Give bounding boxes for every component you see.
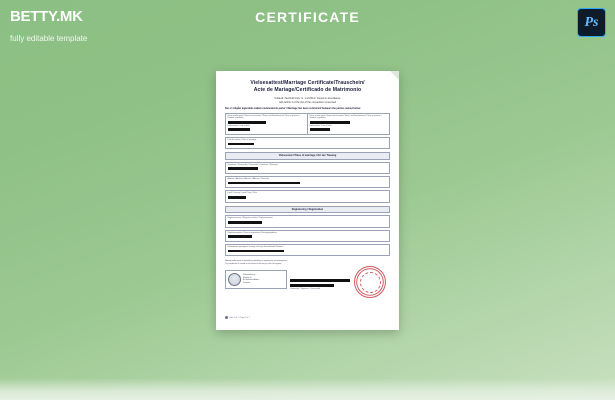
party-two-value-2	[310, 128, 388, 132]
marriage-section-header: Vielsessted / Place of marriage / Ort der Trauung	[225, 152, 390, 159]
registration-row-date-value	[228, 235, 388, 239]
party-one-value-2	[228, 128, 306, 132]
party-one-cell	[226, 114, 307, 134]
brand-tagline: fully editable template	[10, 34, 88, 43]
footer-note: Side 1 af 1 / Page 1 of 1	[229, 316, 250, 319]
stamp-line-2: Ministry of	[243, 276, 252, 279]
redaction-bar	[290, 284, 334, 287]
photoshop-icon: Ps	[577, 8, 606, 37]
certificate-subheading	[225, 97, 390, 104]
official-seal-icon	[354, 266, 386, 298]
redaction-bar	[228, 128, 250, 131]
marriage-address-box	[225, 176, 390, 188]
redaction-bar	[228, 196, 246, 199]
certificate-subheading-line2: with article 1 of the Act of the convention concerned	[278, 100, 337, 104]
crest-icon	[228, 273, 241, 286]
stamp-line-3: Ecclesiastical Affairs	[243, 279, 260, 282]
redaction-bar	[310, 128, 330, 131]
authority-stamp-box	[225, 270, 287, 289]
certificate-note-line1: Nærværende attest er udstedt på grundlag af registrering i personregistret.	[225, 260, 288, 263]
party-two-cell	[307, 114, 389, 134]
redaction-bar	[228, 221, 262, 224]
redaction-bar	[310, 121, 350, 124]
registration-row-number: Registernummer / Register number / Registernummer	[227, 217, 273, 220]
brand-name: BETTY.MK	[10, 8, 83, 25]
registration-section-header: Registrering / Registration	[225, 206, 390, 213]
certificate-document	[216, 71, 399, 330]
marriage-date-box	[225, 137, 390, 149]
redaction-bar	[228, 250, 284, 253]
registration-row-authority: Udstedende myndighed / Issuing authority / Ausstellende Behörde	[227, 245, 283, 248]
registration-row-authority-value	[228, 250, 388, 254]
marriage-row-country: Land / Country / Land / Pays / País	[227, 192, 257, 195]
marriage-row-municipality: Kommune / Municipality / Gemeinde / Commune / Municipio	[227, 163, 278, 166]
party-two-caption: Navn og efternavn / Name and surname / Name und Familienname / Nom et prénom / Nombre y apellidos	[309, 114, 382, 120]
marriage-row-country-value	[228, 196, 388, 200]
redaction-bar	[228, 143, 254, 146]
redaction-bar	[228, 235, 252, 238]
marriage-row-address: Adresse / Address / Adresse / Adresse / Dirección	[227, 177, 270, 180]
marriage-place-box	[225, 162, 390, 174]
certificate-notes	[225, 260, 390, 266]
stamp-line-1: Kirkeministeriet	[243, 274, 256, 277]
authority-stamp-text	[243, 274, 259, 284]
certificate-note-line2: This certificate is issued on the basis of the entry in the civil register.	[225, 263, 282, 266]
footer-dot-icon	[225, 316, 228, 319]
stamp-line-4: Denmark	[243, 282, 251, 285]
marriage-date-value	[228, 143, 388, 147]
page-fold-corner	[390, 71, 399, 80]
party-one-caption-2: Fødselsdato / Date of birth	[227, 124, 250, 127]
certificate-content	[225, 80, 390, 319]
registration-row-date: Registreringsdato / Date of registration / Eintragungsdatum	[227, 231, 277, 234]
certificate-subheading-line1: Udstedt i henhold til lov nr. 1 af 2013 / Issued in accordance	[274, 97, 341, 100]
certificate-heading-line2: Acte de Mariage/Certificado de Matrimonio	[253, 87, 362, 93]
redaction-bar	[228, 167, 258, 170]
authority-stamp-inner	[228, 273, 284, 286]
redaction-bar	[228, 182, 300, 185]
intro-text: Der er indgået ægteskab mellem nedennævnte parter / Marriage has been contracted between the parties named below:	[225, 107, 361, 111]
party-one-caption: Navn og efternavn / Name and surname / Name und Familienname / Nom et prénom / Nombre y apellidos	[227, 114, 300, 120]
certificate-heading-line1: Vielsesattest/Marriage Certificate/Trauschein/	[250, 80, 365, 86]
redaction-bar	[228, 121, 266, 124]
certificate-heading	[225, 80, 390, 94]
marriage-row-municipality-value	[228, 167, 388, 171]
redaction-bar	[290, 279, 350, 282]
document-footer	[225, 316, 250, 319]
party-two-caption-2: Fødselsdato / Date of birth	[309, 124, 332, 127]
parties-grid	[225, 113, 390, 135]
page-title: CERTIFICATE	[255, 9, 360, 25]
signature-caption: Underskrift / Signature / Unterschrift	[290, 287, 321, 290]
marriage-country-box	[225, 190, 390, 202]
registration-authority-box	[225, 244, 390, 256]
marriage-row-address-value	[228, 182, 388, 186]
marriage-date-label: Dato for vielsen / Date of marriage	[227, 138, 257, 141]
registration-date-box	[225, 230, 390, 242]
registration-number-box	[225, 215, 390, 227]
registration-row-number-value	[228, 221, 388, 225]
